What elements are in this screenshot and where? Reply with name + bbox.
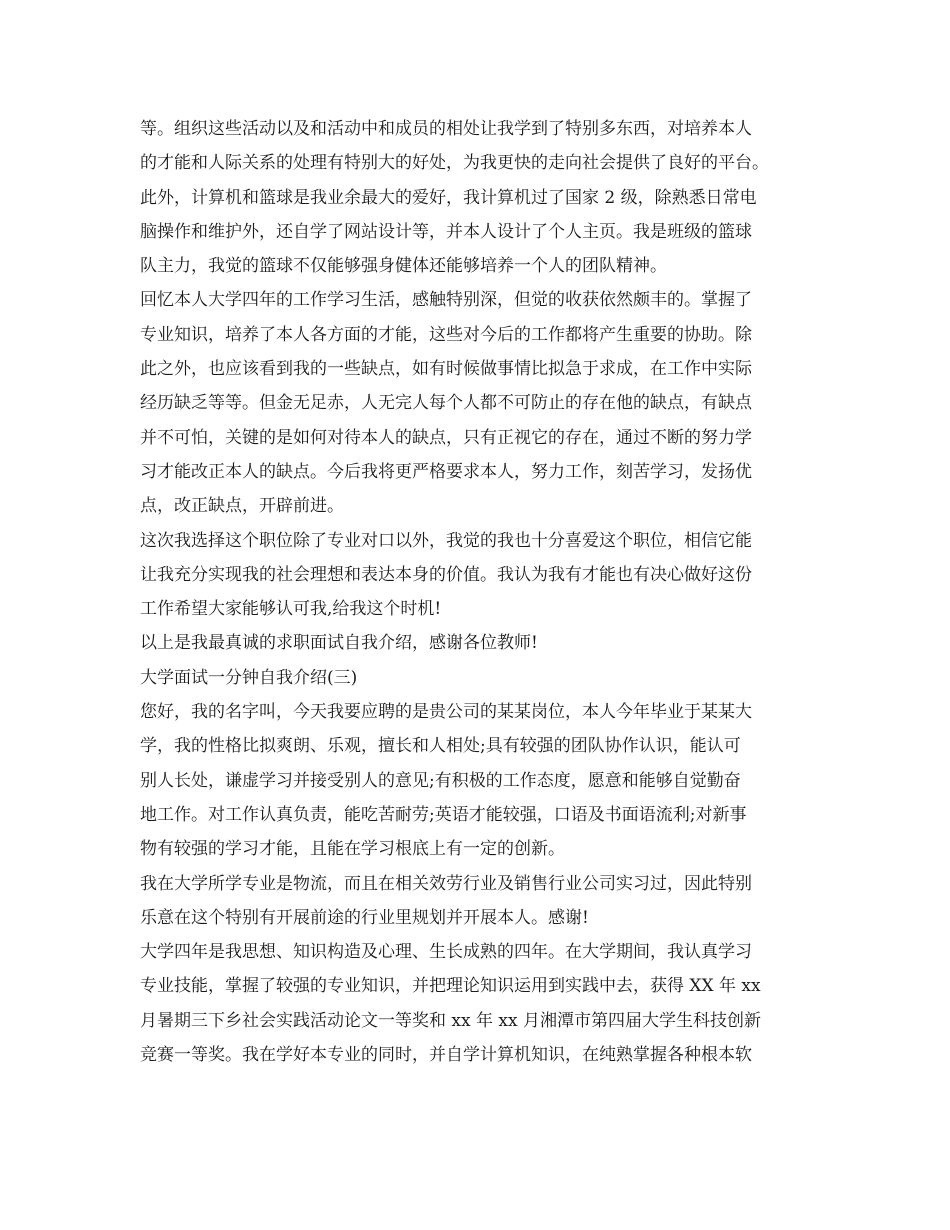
section-heading: 大学面试一分钟自我介绍(三) bbox=[140, 667, 358, 688]
text-line: 此外，计算机和篮球是我业余最大的爱好，我计算机过了国家 2 级，除熟悉日常电 bbox=[140, 187, 757, 208]
text-line: 大学四年是我思想、知识构造及心理、生长成熟的四年。在大学期间，我认真学习 bbox=[140, 942, 752, 963]
text-line: 点，改正缺点，开辟前进。 bbox=[140, 496, 344, 517]
text-line: 乐意在这个特别有开展前途的行业里规划并开展本人。感谢! bbox=[140, 907, 589, 928]
text-line: 竞赛一等奖。我在学好本专业的同时，并自学计算机知识，在纯熟掌握各种根本软 bbox=[140, 1045, 752, 1066]
text-line: 这次我选择这个职位除了专业对口以外，我觉的我也十分喜爱这个职位，相信它能 bbox=[140, 530, 752, 551]
text-line: 物有较强的学习才能，且能在学习根底上有一定的创新。 bbox=[140, 839, 565, 860]
text-line: 经历缺乏等等。但金无足赤，人无完人每个人都不可防止的存在他的缺点，有缺点 bbox=[140, 393, 752, 414]
document-body bbox=[140, 112, 815, 1072]
text-line: 学，我的性格比拟爽朗、乐观，擅长和人相处;具有较强的团队协作认识，能认可 bbox=[140, 736, 741, 757]
text-line: 月暑期三下乡社会实践活动论文一等奖和 xx 年 xx 月湘潭市第四届大学生科技创新 bbox=[140, 1010, 761, 1031]
text-line: 地工作。对工作认真负责，能吃苦耐劳;英语才能较强，口语及书面语流利;对新事 bbox=[140, 804, 747, 825]
text-line: 以上是我最真诚的求职面试自我介绍，感谢各位教师! bbox=[140, 633, 538, 654]
text-line: 我在大学所学专业是物流，而且在相关效劳行业及销售行业公司实习过，因此特别 bbox=[140, 873, 752, 894]
text-line: 工作希望大家能够认可我,给我这个时机! bbox=[140, 599, 442, 620]
text-line: 此之外，也应该看到我的一些缺点，如有时候做事情比拟急于求成，在工作中实际 bbox=[140, 359, 752, 380]
text-line: 回忆本人大学四年的工作学习生活，感触特别深，但觉的收获依然颇丰的。掌握了 bbox=[140, 290, 752, 311]
text-line: 并不可怕，关键的是如何对待本人的缺点，只有正视它的存在，通过不断的努力学 bbox=[140, 427, 752, 448]
text-line: 队主力，我觉的篮球不仅能够强身健体还能够培养一个人的团队精神。 bbox=[140, 256, 667, 277]
text-line: 习才能改正本人的缺点。今后我将更严格要求本人，努力工作，刻苦学习，发扬优 bbox=[140, 461, 752, 482]
text-line: 等。组织这些活动以及和活动中和成员的相处让我学到了特别多东西，对培养本人 bbox=[140, 119, 752, 139]
text-line: 让我充分实现我的社会理想和表达本身的价值。我认为我有才能也有决心做好这份 bbox=[140, 564, 752, 585]
text-line: 别人长处，谦虚学习并接受别人的意见;有积极的工作态度，愿意和能够自觉勤奋 bbox=[140, 770, 741, 791]
text-line: 专业知识，培养了本人各方面的才能，这些对今后的工作都将产生重要的协助。除 bbox=[140, 324, 752, 345]
text-line: 您好，我的名字叫，今天我要应聘的是贵公司的某某岗位，本人今年毕业于某某大 bbox=[140, 702, 752, 723]
text-line: 专业技能，掌握了较强的专业知识，并把理论知识运用到实践中去，获得 XX 年 xx bbox=[140, 976, 761, 997]
text-line: 的才能和人际关系的处理有特别大的好处，为我更快的走向社会提供了良好的平台。 bbox=[140, 153, 769, 174]
text-line: 脑操作和维护外，还自学了网站设计等，并本人设计了个人主页。我是班级的篮球 bbox=[140, 221, 752, 242]
